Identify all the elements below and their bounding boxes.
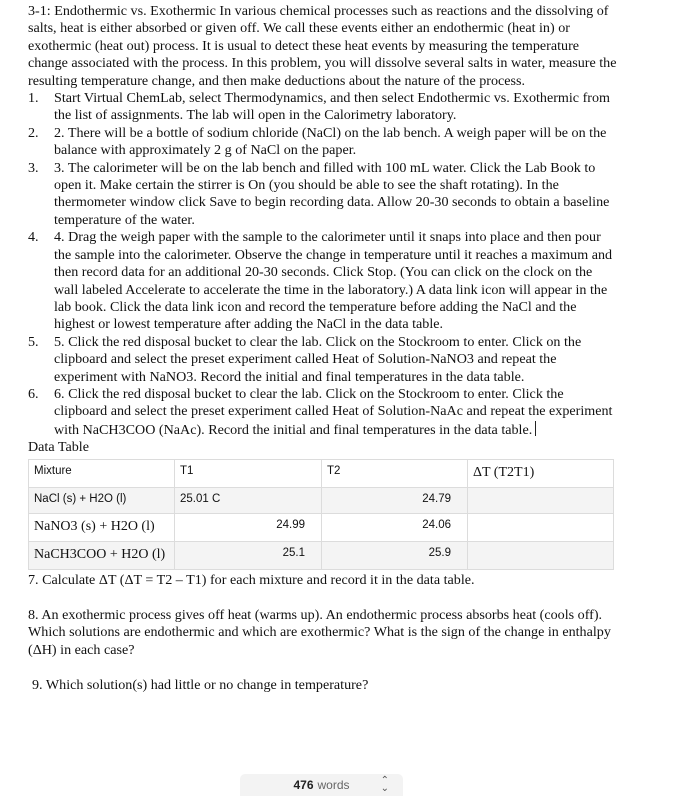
data-table[interactable] [28,459,614,570]
intro-paragraph: 3-1: Endothermic vs. Exothermic In various chemical processes such as reactions and the dissolving of salts, heat is either absorbed or given off. We call these events either an endothermic (heat in) or exothermic (heat out) process. It is usual to detect these heat events by measuring the temperature change associated with the process. In this problem, you will dissolve several salts in water, measure the resulting temperature change, and then make deductions about the nature of the process. [28,3,617,89]
cell-delta-t[interactable] [468,541,614,569]
cell-mixture[interactable]: NaCl (s) + H2O (l) [29,487,175,513]
list-item [28,125,618,160]
text-cursor [535,421,536,436]
cell-t1[interactable]: 25.01 C [175,487,322,513]
header-t1[interactable]: T1 [175,459,322,487]
table-header-row [29,459,614,487]
list-text: 2. There will be a bottle of sodium chloride (NaCl) on the lab bench. A weigh paper will be on the balance with approximately 2 g of NaCl on the paper. [54,124,607,159]
list-text: 3. The calorimeter will be on the lab bench and filled with 100 mL water. Click the Lab Book to open it. Make certain the stirrer is On (you should be able to see the shaft rotating). In the thermometer window click Save to begin recording data. Allow 20-30 seconds to obtain a baseline temperature of the water. [54,159,610,228]
list-number: 3. [28,159,39,176]
table-row [29,513,614,541]
cell-mixture[interactable]: NaCH3COO + H2O (l) [29,541,175,569]
document-body [28,3,618,695]
instruction-list [28,90,618,439]
list-number: 5. [28,333,39,350]
list-text: 5. Click the red disposal bucket to clear the lab. Click on the Stockroom to enter. Click on the clipboard and select the preset experiment called Heat of Solution-NaNO3 and repeat the experiment with NaNO3. Record the initial and final temperatures in the data table. [54,333,582,385]
list-item [28,90,618,125]
question-8: 8. An exothermic process gives off heat (warms up). An endothermic process absorbs heat (cools off). Which solutions are endothermic and which are exothermic? What is the sign of the change in enthalpy (ΔH) in each case? [28,606,611,658]
list-number: 6. [28,385,39,402]
list-number: 2. [28,124,39,141]
table-row [29,487,614,513]
list-number: 1. [28,90,39,107]
cell-t2[interactable]: 24.79 [322,487,468,513]
cell-t1[interactable]: 24.99 [175,513,322,541]
table-row [29,541,614,569]
list-item [28,386,618,439]
list-text: 4. Drag the weigh paper with the sample to the calorimeter until it snaps into place and then pour the sample into the calorimeter. Observe the change in temperature until it reaches a maximum and then record data for an additional 20-30 seconds. Click Stop. (You can click on the clock on the wall labeled Accelerate to accelerate the time in the laboratory.) A data link icon will appear in the lab book. Click the data link icon and record the temperature before adding the NaCl and the highest or lowest temperature after adding the NaCl in the data table. [54,229,613,333]
data-table-title: Data Table [28,439,89,456]
cell-delta-t[interactable] [468,513,614,541]
cell-mixture[interactable]: NaNO3 (s) + H2O (l) [29,513,175,541]
cell-t2[interactable]: 24.06 [322,513,468,541]
question-7: 7. Calculate ΔT (ΔT = T2 – T1) for each mixture and record it in the data table. [28,571,475,588]
word-count-label: words [317,778,350,792]
list-text: Start Virtual ChemLab, select Thermodynamics, and then select Endothermic vs. Exothermic from the list of assignments. The lab will open in the Calorimetry laboratory. [54,90,610,124]
header-mixture[interactable]: Mixture [29,459,175,487]
list-item [28,229,618,333]
question-9: 9. Which solution(s) had little or no change in temperature? [32,677,369,694]
word-count-button[interactable] [240,774,403,796]
header-delta-t[interactable]: ΔT (T2T1) [468,459,614,487]
cell-t1[interactable]: 25.1 [175,541,322,569]
cell-t2[interactable]: 25.9 [322,541,468,569]
list-item [28,160,618,230]
list-number: 4. [28,229,39,246]
list-item [28,334,618,386]
cell-delta-t[interactable] [468,487,614,513]
chevron-up-down-icon: ⌃ ⌄ [380,775,389,794]
list-text: 6. Click the red disposal bucket to clear the lab. Click on the Stockroom to enter. Click the clipboard and select the preset experiment called Heat of Solution-NaAc and repeat the experiment with NaCH3COO (NaAc). Record the initial and final temperatures in the data table. [54,385,613,438]
header-t2[interactable]: T2 [322,459,468,487]
word-count-value: 476 [293,778,314,792]
